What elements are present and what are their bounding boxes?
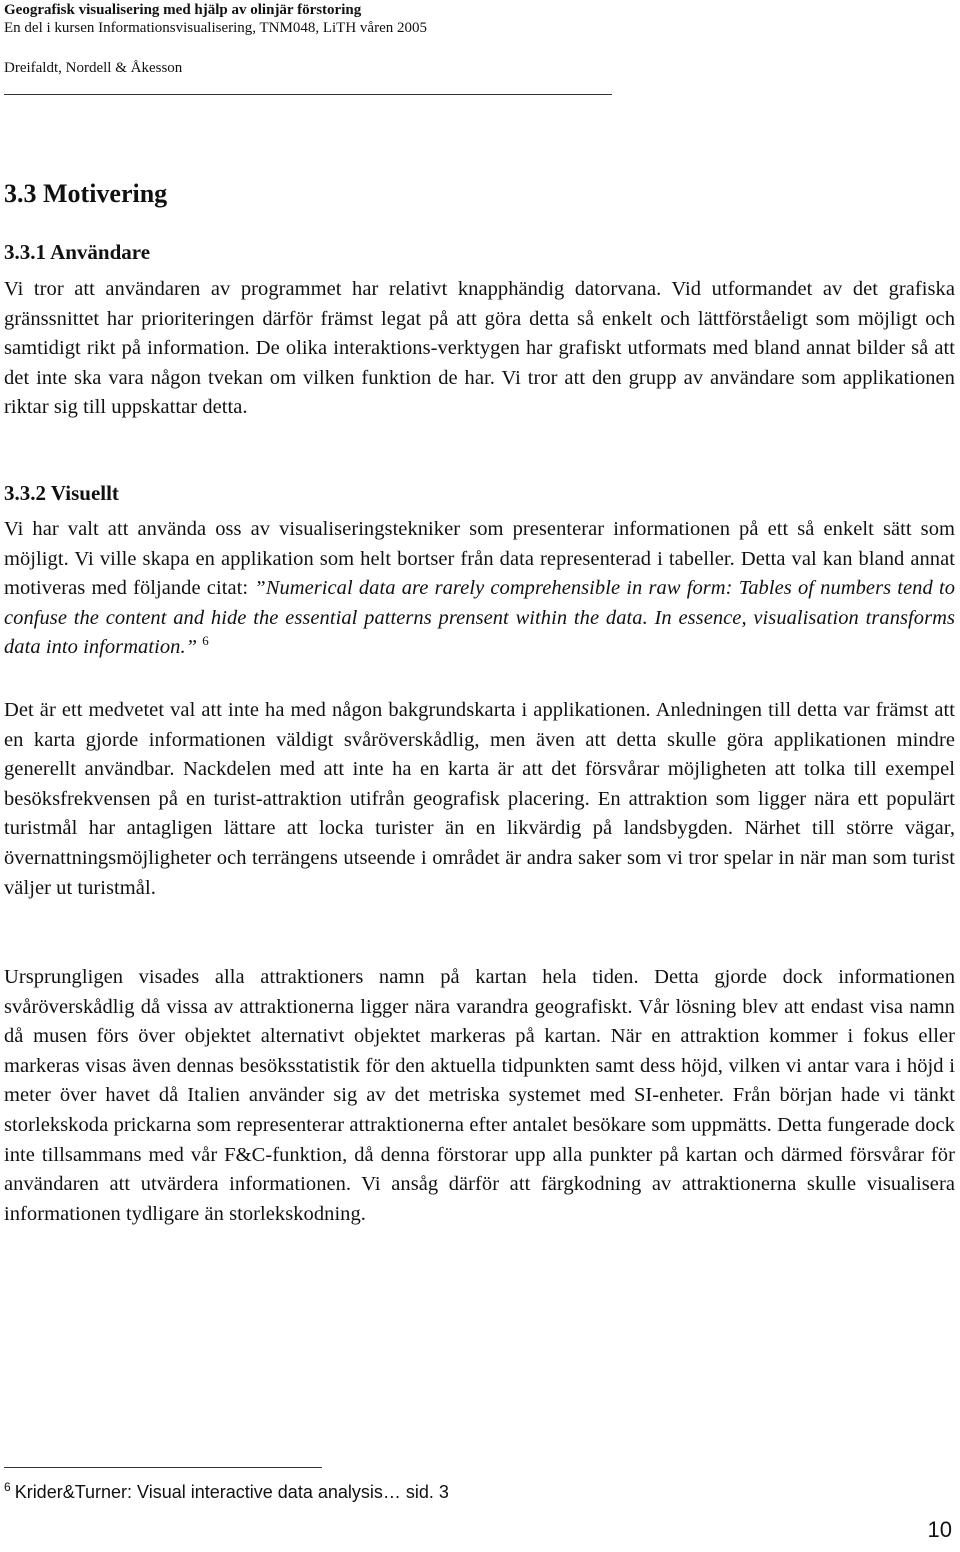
page-number: 10 (927, 1517, 952, 1542)
footnote (4, 1479, 449, 1505)
paragraph-visual-intro: Vi har valt att använda oss av visualiseringstekniker som presenterar informationen på ett så enkelt sätt som möjligt. Vi ville skapa en applikation som helt bortser från data representerad i tabeller. Detta val kan bland annat motiveras med följande citat: (4, 518, 955, 600)
running-header-authors: Dreifaldt, Nordell & Åkesson (4, 60, 183, 76)
footnote-divider (4, 1467, 322, 1468)
paragraph-attraction-names: Ursprungligen visades alla attraktioners namn på kartan hela tiden. Detta gjorde dock informationen svåröverskådlig då vissa av attraktionerna ligger nära varandra geografiskt. Vår lösning blev att endast visa namn då musen förs över objektet alternativt objektet markeras på kartan. När en attraktion kommer i fokus eller markeras visas även dennas besöksstatistik för den aktuella tidpunkten samt dess höjd, vilken vi antar vara i höjd i meter över havet då Italien använder sig av det metriska systemet med SI-enheter. Från början hade vi tänkt storlekskoda prickarna som representerar attraktionerna efter antalet besökare som uppmätts. Detta fungerade dock inte tillsammans med vår F&C-funktion, då denna förstorar upp alla punkter på kartan och därmed försvårar för användaren att utvärdera informationen. Vi ansåg därför att färgkodning av attraktionerna skulle visualisera informationen tydligare än storlekskodning. (4, 966, 955, 1225)
running-header-title: Geografisk visualisering med hjälp av olinjär förstoring (4, 2, 362, 18)
paragraph-visual-quote (4, 515, 955, 663)
section-heading: 3.3 Motivering (4, 179, 168, 208)
subsection-heading-visual: 3.3.2 Visuellt (4, 481, 119, 505)
header-divider (4, 94, 612, 95)
paragraph-background-map: Det är ett medvetet val att inte ha med någon bakgrundskarta i applikationen. Anledningen till detta var främst att en karta gjorde informationen väldigt svåröverskådlig, men även att detta skulle göra applikationen mindre generellt användbar. Nackdelen med att inte ha en karta är att det försvårar möjligheten att tolka till exempel besöksfrekvensen på en turist-attraktion utifrån geografisk placering. En attraktion som ligger nära ett populärt turistmål har antagligen lättare att locka turister än en likvärdig på landsbygden. Närhet till större vägar, övernattningsmöjligheter och terrängens utseende i området är andra saker som vi tror spelar in när man som turist väljer ut turistmål. (4, 699, 955, 899)
quote: ”Numerical data are rarely comprehensible in raw form: Tables of numbers tend to confuse the content and hide the essential patterns prensent within the data. In essence, visualisation transforms data into information.” (4, 577, 956, 659)
paragraph-users: Vi tror att användaren av programmet har relativt knapphändig datorvana. Vid utformandet av det grafiska gränssnittet har prioriteringen därför främst legat på att göra detta så enkelt och lättförståeligt som möjligt och samtidigt rikt på information. De olika interaktions-verktygen har grafiskt utformats med bland annat bilder så att det inte ska vara någon tvekan om vilken funktion de har. Vi tror att den grupp av användare som applikationen riktar sig till uppskattar detta. (4, 278, 955, 419)
running-header-course: En del i kursen Informationsvisualisering, TNM048, LiTH våren 2005 (4, 20, 427, 36)
footnote-number: 6 (4, 1480, 11, 1494)
footnote-text: Krider&Turner: Visual interactive data analysis… sid. 3 (14, 1482, 449, 1502)
subsection-heading-users: 3.3.1 Användare (4, 240, 151, 264)
footnote-reference: 6 (202, 633, 209, 649)
